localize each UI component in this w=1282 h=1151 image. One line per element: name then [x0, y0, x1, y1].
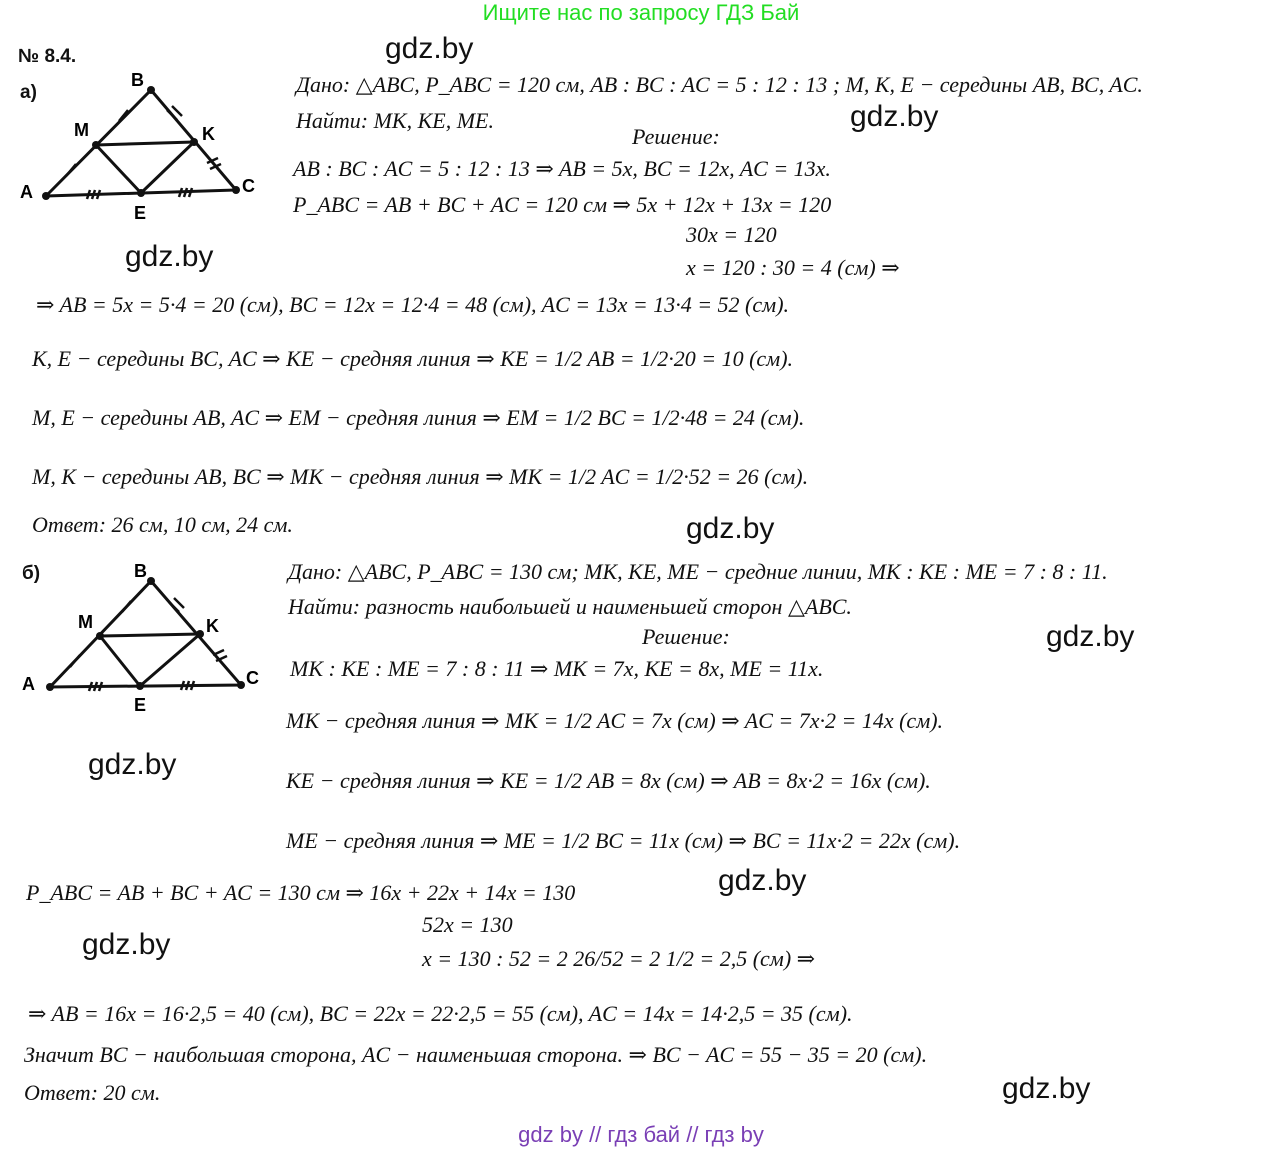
watermark: gdz.by [125, 240, 214, 273]
watermark: gdz.by [850, 100, 939, 133]
solution-line: P_ABC = AB + BC + AC = 120 см ⇒ 5x + 12x + 13x = 120 [293, 192, 832, 217]
solution-line: P_ABC = AB + BC + AC = 130 см ⇒ 16x + 22x + 14x = 130 [26, 880, 576, 905]
vertex-label: M [74, 120, 89, 140]
solution-line: 30x = 120 [686, 222, 777, 247]
top-banner: Ищите нас по запросу ГДЗ Бай [482, 0, 800, 25]
solution-line: MK : KE : ME = 7 : 8 : 11 ⇒ MK = 7x, KE = 8x, ME = 11x. [290, 656, 824, 681]
vertex-label: A [20, 182, 33, 202]
watermark: gdz.by [88, 748, 177, 781]
watermark: gdz.by [82, 928, 171, 961]
solution-line: 52x = 130 [422, 912, 513, 937]
vertex-label: B [131, 70, 144, 90]
solution-line: Дано: △ABC, P_ABC = 130 см; MK, KE, ME − средние линии, MK : KE : ME = 7 : 8 : 11. [288, 559, 1108, 584]
watermark: gdz.by [686, 512, 775, 545]
solution-line: AB : BC : AC = 5 : 12 : 13 ⇒ AB = 5x, BC = 12x, AC = 13x. [293, 156, 831, 181]
vertex-label: K [206, 616, 219, 636]
vertex-label: B [134, 561, 147, 581]
solution-line: M, E − середины AB, AC ⇒ EM − средняя линия ⇒ EM = 1/2 BC = 1/2·48 = 24 (см). [32, 405, 805, 430]
part-b-label: б) [22, 563, 41, 584]
vertex-label: M [78, 612, 93, 632]
solution-line: ME − средняя линия ⇒ ME = 1/2 BC = 11x (см) ⇒ BC = 11x·2 = 22x (см). [286, 828, 961, 853]
part-a-label: а) [20, 82, 37, 103]
watermark: gdz.by [1046, 620, 1135, 653]
vertex-label: A [22, 674, 35, 694]
vertex-label: K [202, 124, 215, 144]
watermark: gdz.by [385, 32, 474, 65]
triangle-diagram-b [14, 556, 274, 716]
solution-line: Найти: разность наибольшей и наименьшей сторон △ABC. [288, 594, 852, 619]
solution-line: x = 120 : 30 = 4 (см) ⇒ [686, 255, 900, 280]
solution-line: x = 130 : 52 = 2 26/52 = 2 1/2 = 2,5 (см) ⇒ [422, 946, 816, 971]
footer-links: gdz by // гдз бай // гдз by [518, 1122, 764, 1147]
solution-heading: Решение: [632, 124, 720, 149]
watermark: gdz.by [718, 864, 807, 897]
solution-heading: Решение: [642, 624, 730, 649]
vertex-label: C [246, 668, 259, 688]
problem-number: № 8.4. [18, 46, 77, 67]
solution-line: Найти: MK, KE, ME. [296, 108, 494, 133]
watermark: gdz.by [1002, 1072, 1091, 1105]
solution-line: MK − средняя линия ⇒ MK = 1/2 AC = 7x (см) ⇒ AC = 7x·2 = 14x (см). [286, 708, 944, 733]
solution-line: K, E − середины BC, AC ⇒ KE − средняя линия ⇒ KE = 1/2 AB = 1/2·20 = 10 (см). [32, 346, 794, 371]
solution-line: M, K − середины AB, BC ⇒ MK − средняя линия ⇒ MK = 1/2 AC = 1/2·52 = 26 (см). [32, 464, 809, 489]
vertex-label: E [134, 203, 147, 223]
answer-line: Ответ: 26 см, 10 см, 24 см. [32, 512, 293, 537]
solution-line: ⇒ AB = 5x = 5·4 = 20 (см), BC = 12x = 12·4 = 48 (см), AC = 13x = 13·4 = 52 (см). [36, 292, 790, 317]
solution-line: ⇒ AB = 16x = 16·2,5 = 40 (см), BC = 22x = 22·2,5 = 55 (см), AC = 14x = 14·2,5 = 35 (см). [28, 1001, 853, 1026]
solution-line: Значит BC − наибольшая сторона, AC − наименьшая сторона. ⇒ BC − AC = 55 − 35 = 20 (см). [24, 1042, 928, 1067]
vertex-label: E [134, 695, 147, 715]
solution-line: KE − средняя линия ⇒ KE = 1/2 AB = 8x (см) ⇒ AB = 8x·2 = 16x (см). [286, 768, 931, 793]
triangle-diagram-a [14, 66, 274, 226]
vertex-label: C [242, 176, 255, 196]
solution-line: Дано: △ABC, P_ABC = 120 см, AB : BC : AC = 5 : 12 : 13 ; M, K, E − середины AB, BC, AC. [296, 72, 1143, 97]
answer-line: Ответ: 20 см. [24, 1080, 161, 1105]
